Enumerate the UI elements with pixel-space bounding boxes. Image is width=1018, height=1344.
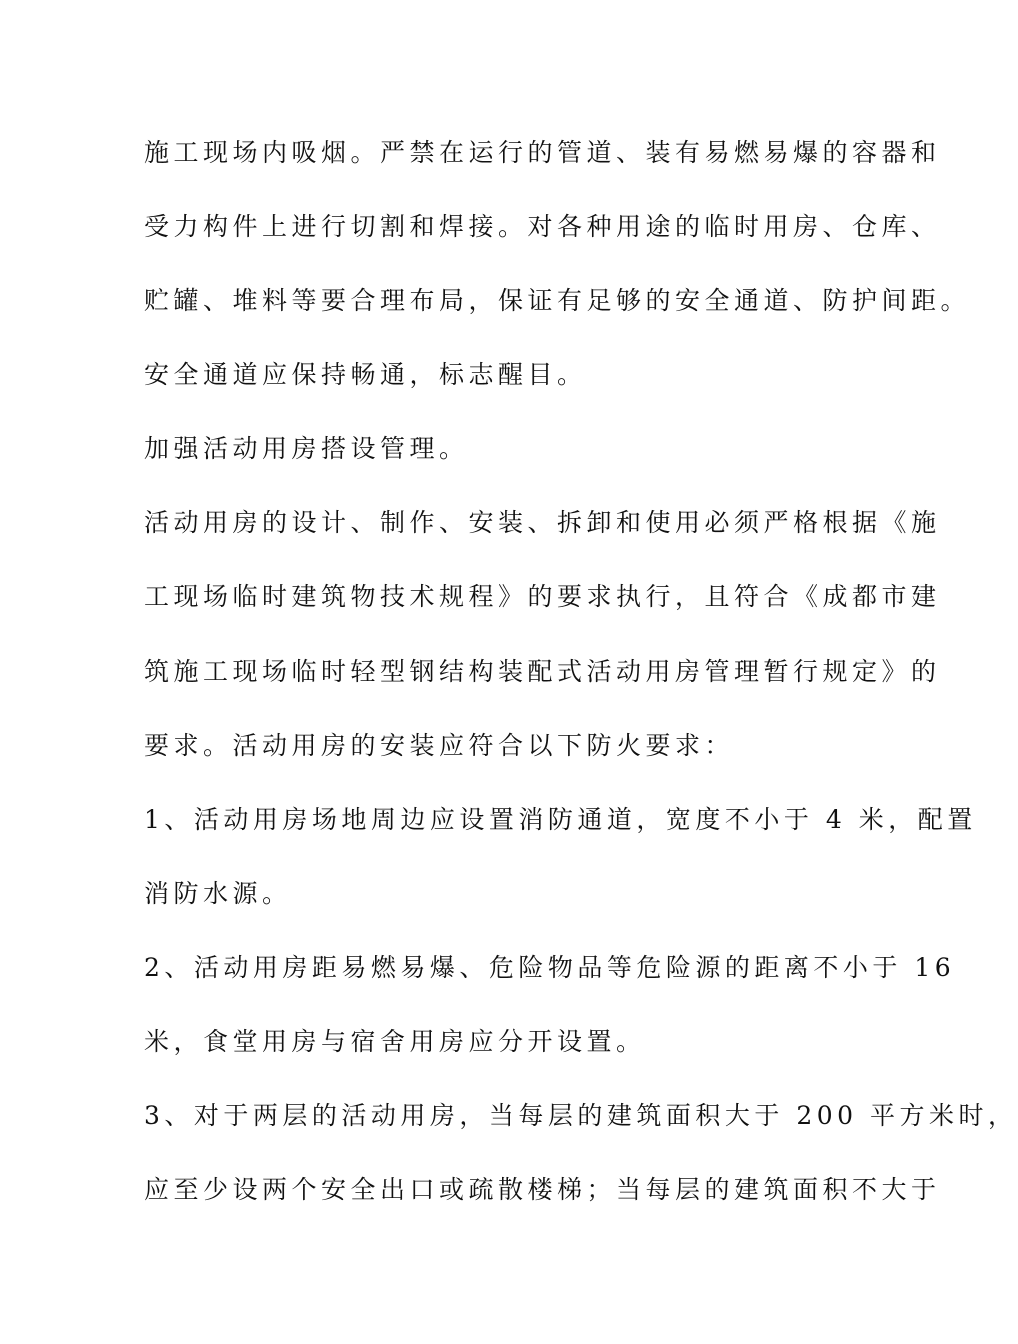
list-item-3: 3、对于两层的活动用房，当每层的建筑面积大于 200 平方米时，: [144, 1101, 1018, 1130]
text-line: 消防水源。: [144, 879, 292, 908]
text-line: 筑施工现场临时轻型钢结构装配式活动用房管理暂行规定》的: [144, 657, 941, 686]
list-item-1: 1、活动用房场地周边应设置消防通道，宽度不小于 4 米，配置: [144, 805, 977, 834]
text-line: 贮罐、堆料等要合理布局，保证有足够的安全通道、防护间距。: [144, 286, 971, 315]
text-line: 米，食堂用房与宿舍用房应分开设置。: [144, 1027, 646, 1056]
text-line: 应至少设两个安全出口或疏散楼梯；当每层的建筑面积不大于: [144, 1175, 941, 1204]
text-line: 安全通道应保持畅通，标志醒目。: [144, 360, 587, 389]
text-line: 要求。活动用房的安装应符合以下防火要求：: [144, 731, 735, 760]
text-line: 施工现场内吸烟。严禁在运行的管道、装有易燃易爆的容器和: [144, 138, 941, 167]
text-line: 受力构件上进行切割和焊接。对各种用途的临时用房、仓库、: [144, 212, 941, 241]
text-line: 工现场临时建筑物技术规程》的要求执行，且符合《成都市建: [144, 582, 941, 611]
list-item-2: 2、活动用房距易燃易爆、危险物品等危险源的距离不小于 16: [144, 953, 956, 982]
text-line: 活动用房的设计、制作、安装、拆卸和使用必须严格根据《施: [144, 508, 941, 537]
section-heading: 加强活动用房搭设管理。: [144, 434, 469, 463]
